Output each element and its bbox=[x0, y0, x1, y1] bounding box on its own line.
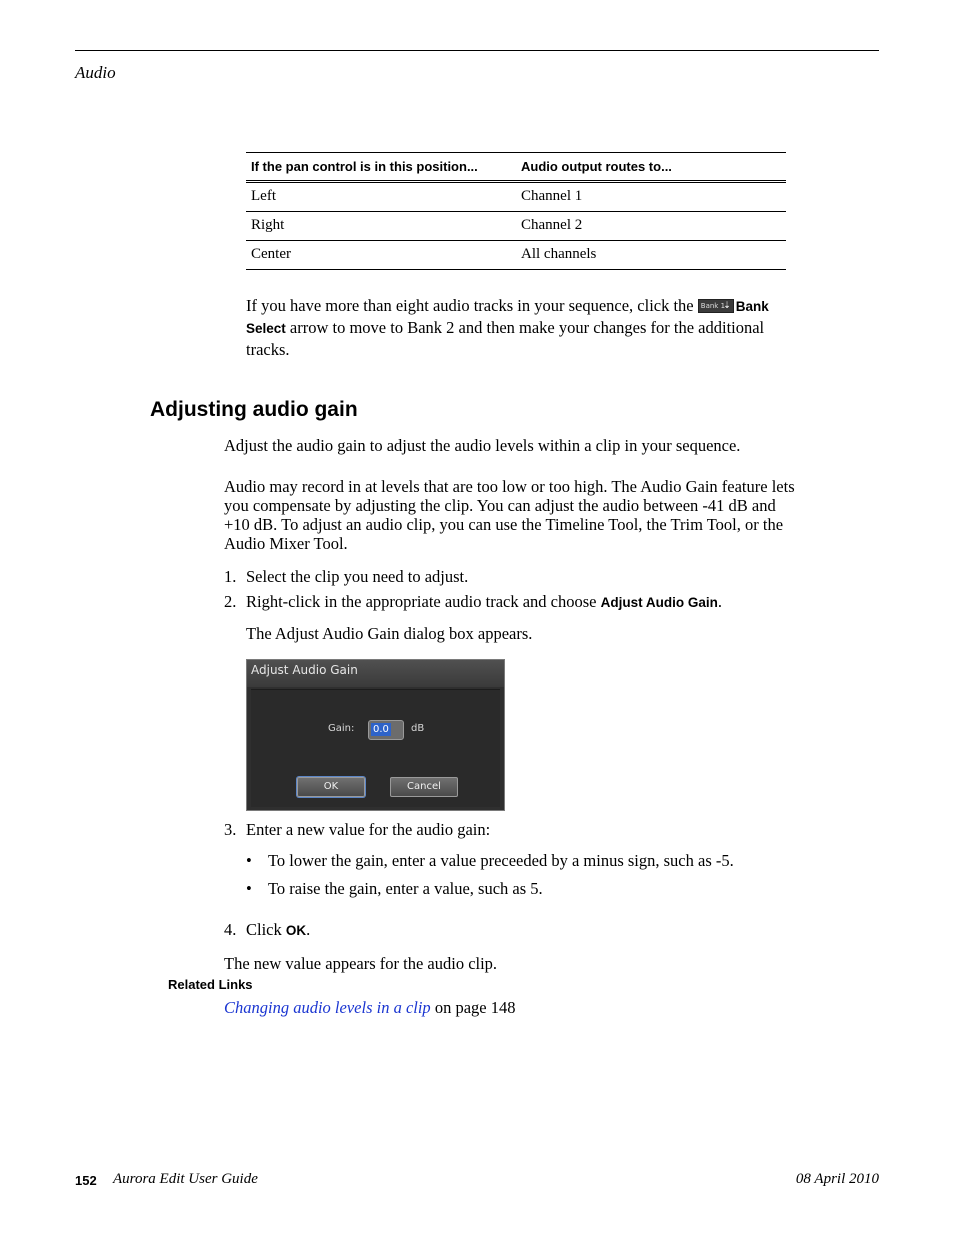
dialog-title: Adjust Audio Gain bbox=[251, 663, 358, 677]
bullet: • bbox=[246, 851, 252, 870]
cancel-button[interactable]: Cancel bbox=[390, 777, 458, 797]
table-row bbox=[246, 212, 786, 241]
detail-paragraph: Audio may record in at levels that are too low or too high. The Audio Gain feature lets you compensate by adjusting the clip. You can adjust the audio between -41 dB and +10 dB. To adjust an audio clip, you can use the Timeline Tool, the Trim Tool, or the Audio Mixer Tool. bbox=[224, 477, 795, 553]
adjust-audio-gain-dialog bbox=[246, 659, 505, 811]
gain-label: Gain: bbox=[328, 723, 355, 734]
step-number: 3. bbox=[224, 820, 237, 839]
running-header: Audio bbox=[75, 63, 116, 82]
step-text: Right-click in the appropriate audio track and choose Adjust Audio Gain. bbox=[246, 592, 723, 611]
step-number: 2. bbox=[224, 592, 237, 611]
bullet-text: To lower the gain, enter a value preceeded by a minus sign, such as -5. bbox=[268, 851, 734, 870]
bullet: • bbox=[246, 879, 252, 898]
dialog-body bbox=[251, 689, 500, 807]
footer-title: Aurora Edit User Guide bbox=[113, 1171, 258, 1187]
result-text: The new value appears for the audio clip. bbox=[224, 954, 498, 973]
table-header: If the pan control is in this position... bbox=[246, 153, 516, 182]
related-link[interactable]: Changing audio levels in a clip bbox=[224, 998, 431, 1017]
table-cell: All channels bbox=[516, 241, 786, 270]
table-row bbox=[246, 241, 786, 270]
bank-select-paragraph: If you have more than eight audio tracks in your sequence, click the Bank 1 ⇣ Bank Select arrow to move to Bank 2 and then make your changes for the additional tracks. bbox=[246, 296, 769, 359]
step-text: Enter a new value for the audio gain: bbox=[246, 820, 491, 839]
dialog-title-bar bbox=[247, 660, 504, 687]
bank-select-button: Bank 1 ⇣ bbox=[698, 299, 734, 313]
step-number: 1. bbox=[224, 567, 237, 586]
step-text: Click OK. bbox=[246, 920, 311, 939]
table-cell: Right bbox=[246, 212, 516, 241]
header-rule bbox=[75, 50, 879, 51]
gain-value: 0.0 bbox=[373, 724, 389, 735]
step-number: 4. bbox=[224, 920, 237, 939]
footer-date: 08 April 2010 bbox=[795, 1171, 879, 1187]
table-row bbox=[246, 182, 786, 212]
related-link-line: Changing audio levels in a clip on page 148 bbox=[224, 998, 516, 1017]
table-cell: Center bbox=[246, 241, 516, 270]
step-result: The Adjust Audio Gain dialog box appears. bbox=[246, 624, 533, 643]
table-cell: Channel 1 bbox=[516, 182, 786, 212]
table-header: Audio output routes to... bbox=[516, 153, 786, 182]
gain-input[interactable] bbox=[368, 720, 404, 740]
related-links-label: Related Links bbox=[168, 977, 253, 992]
page-number: 152 bbox=[75, 1173, 97, 1188]
intro-paragraph: Adjust the audio gain to adjust the audio levels within a clip in your sequence. bbox=[224, 436, 741, 455]
pan-routing-table bbox=[246, 152, 786, 270]
arrow-down-icon: ⇣ bbox=[723, 301, 731, 311]
section-heading: Adjusting audio gain bbox=[150, 398, 358, 421]
table-cell: Channel 2 bbox=[516, 212, 786, 241]
ok-button[interactable]: OK bbox=[297, 777, 365, 797]
table-cell: Left bbox=[246, 182, 516, 212]
step-text: Select the clip you need to adjust. bbox=[246, 567, 469, 586]
bullet-text: To raise the gain, enter a value, such as 5. bbox=[268, 879, 543, 898]
unit-label: dB bbox=[411, 723, 425, 734]
